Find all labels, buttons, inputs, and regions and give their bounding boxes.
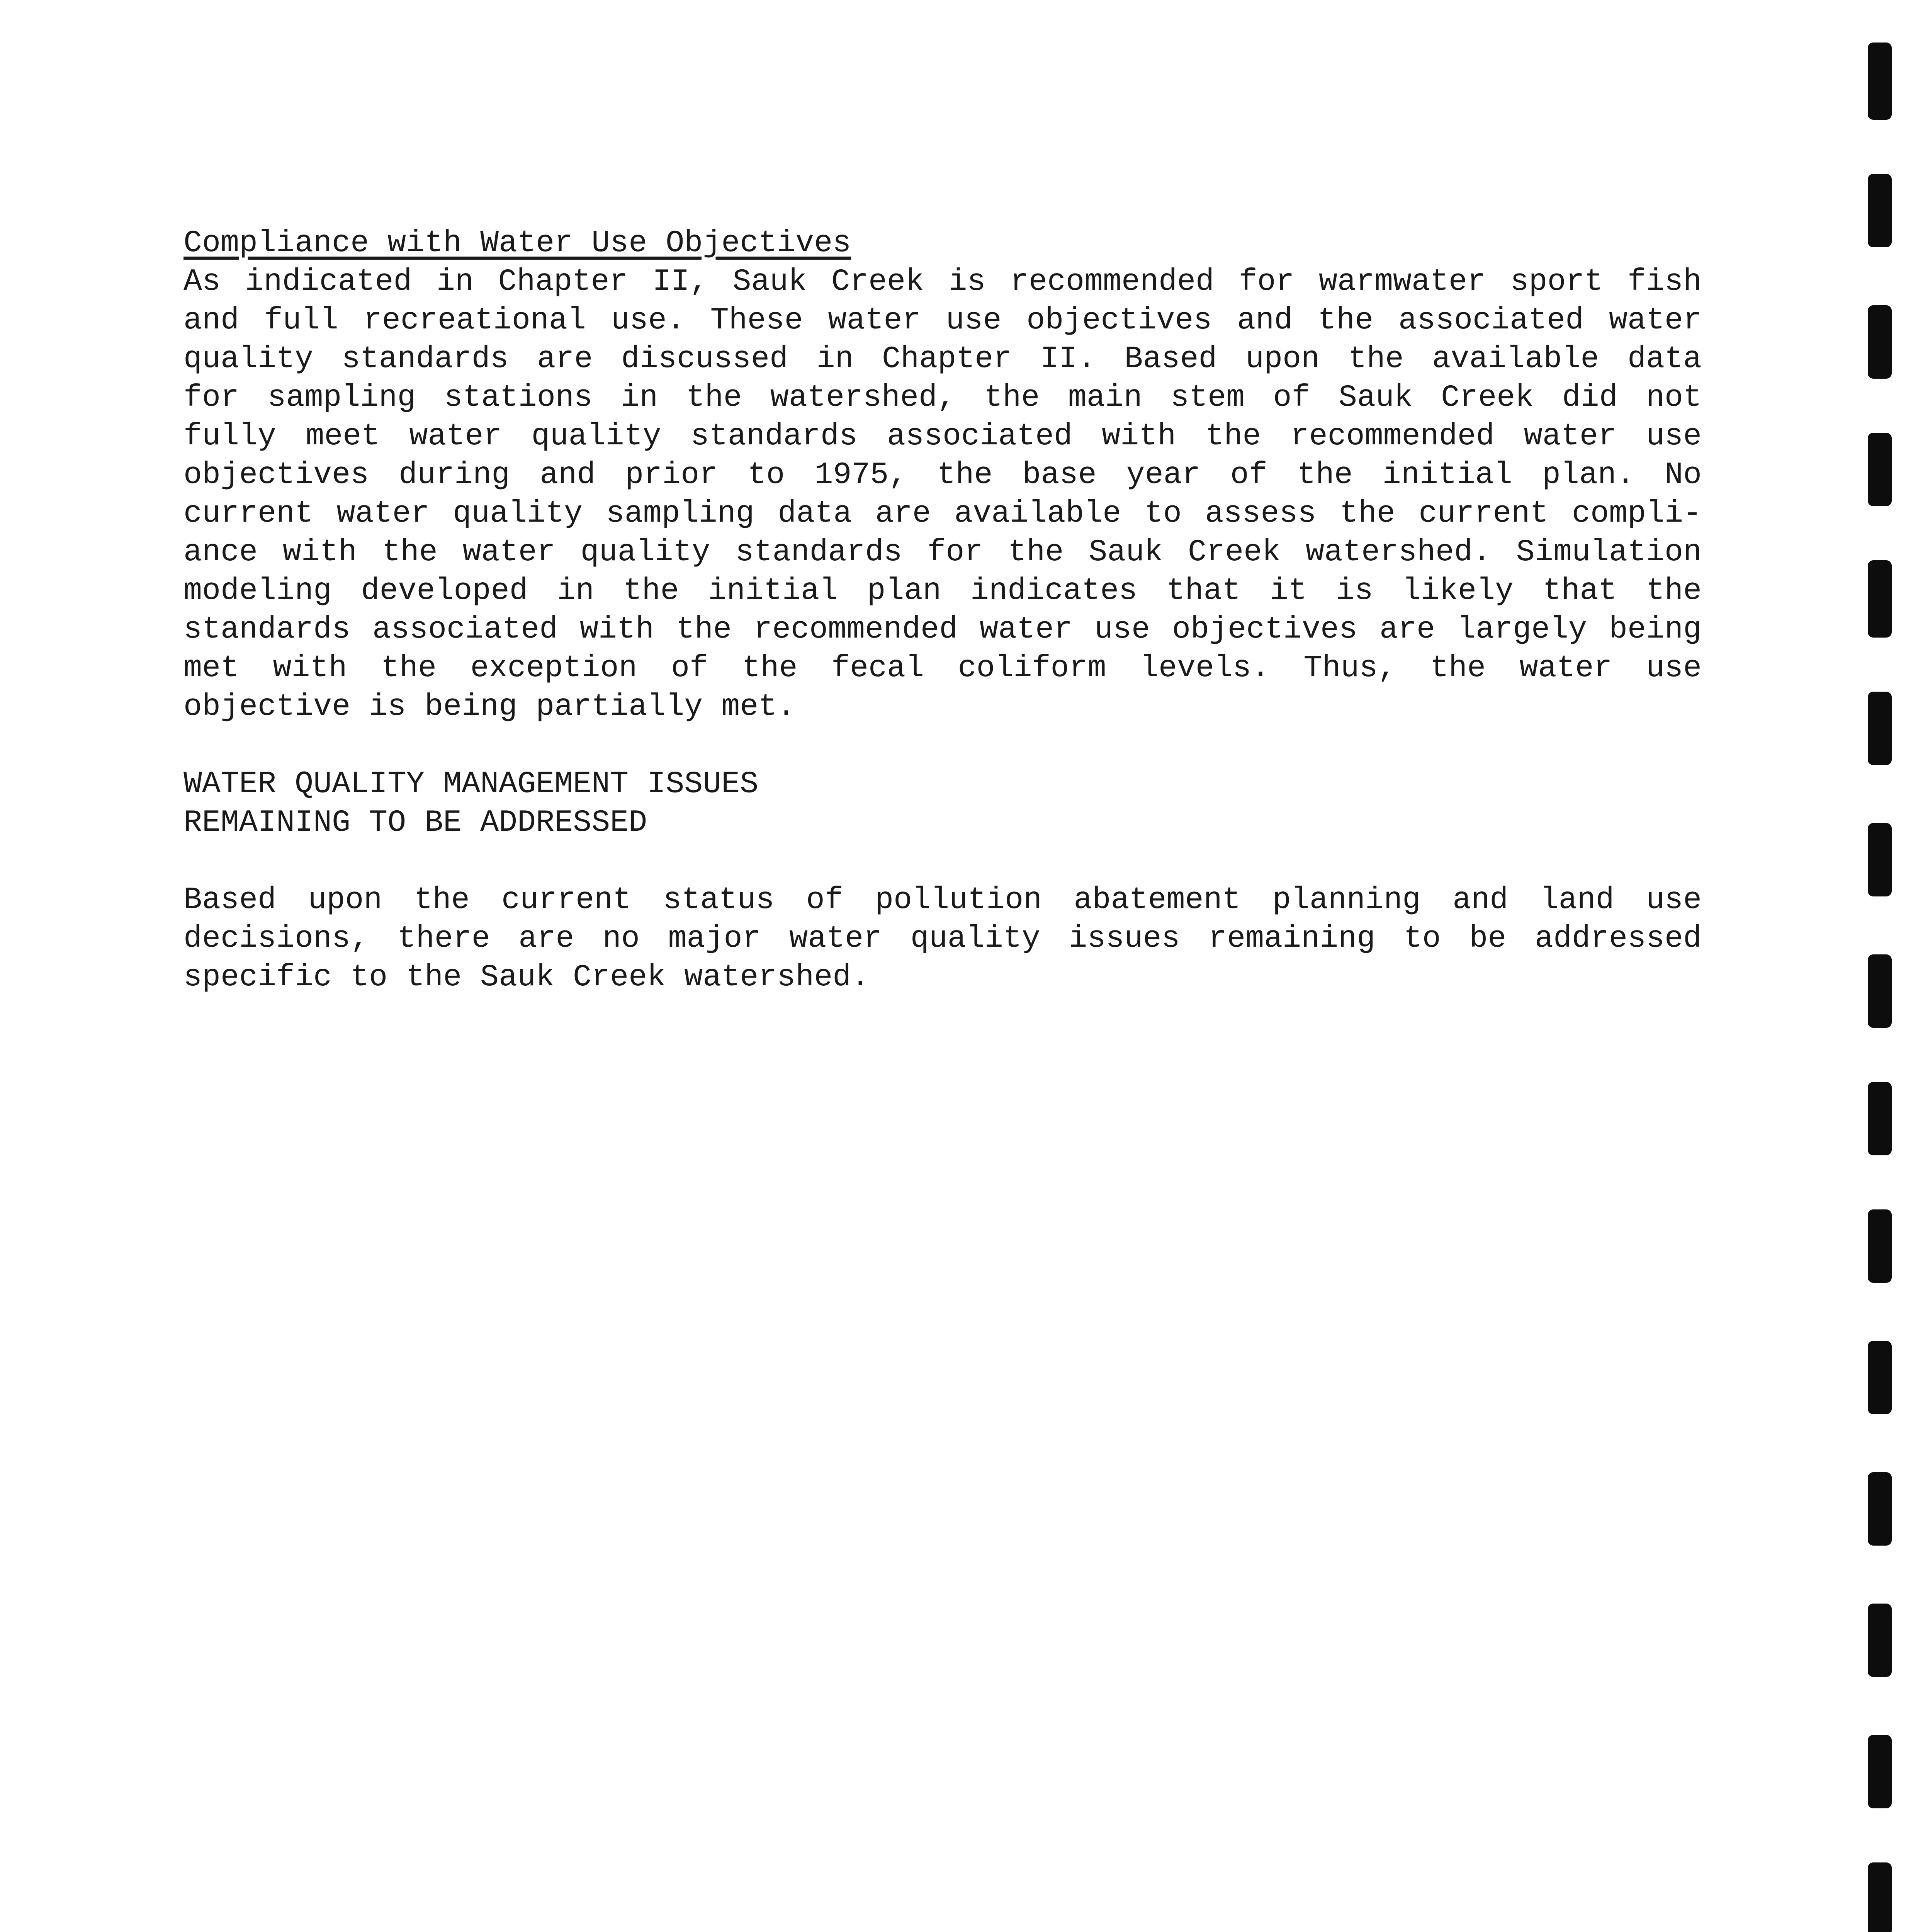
paragraph-line: met with the exception of the fecal coliform levels. Thus, the water use: [183, 651, 1702, 686]
paragraph-line: decisions, there are no major water quality issues remaining to be addressed: [183, 921, 1702, 956]
paragraph-line: standards associated with the recommended water use objectives are largely being: [183, 612, 1702, 647]
section-compliance: [183, 224, 1702, 726]
binding-hole-mark: [1868, 433, 1892, 506]
binding-hole-mark: [1868, 1082, 1892, 1155]
binding-hole-mark: [1868, 1341, 1892, 1414]
paragraph-line: As indicated in Chapter II, Sauk Creek is recommended for warmwater sport fish: [183, 264, 1702, 299]
binding-hole-mark: [1868, 954, 1892, 1028]
paragraph-line: ance with the water quality standards for the Sauk Creek watershed. Simulation: [183, 535, 1702, 570]
binding-hole-mark: [1868, 1862, 1892, 1932]
blank-line: [183, 726, 1702, 765]
paragraph-line: and full recreational use. These water use objectives and the associated water: [183, 303, 1702, 338]
paragraph-line: current water quality sampling data are available to assess the current compli-: [183, 496, 1702, 531]
issues-paragraph: [183, 881, 1702, 997]
paragraph-line: objective is being partially met.: [183, 689, 796, 724]
binding-hole-mark: [1868, 692, 1892, 765]
page-content: [183, 224, 1702, 997]
issues-heading-line-1: WATER QUALITY MANAGEMENT ISSUES: [183, 767, 759, 802]
binding-hole-mark: [1868, 1472, 1892, 1546]
binding-hole-mark: [1868, 560, 1892, 638]
paragraph-line: quality standards are discussed in Chapter II. Based upon the available data: [183, 342, 1702, 377]
issues-heading-line-2: REMAINING TO BE ADDRESSED: [183, 805, 647, 840]
binding-hole-mark: [1868, 305, 1892, 379]
binding-hole-mark: [1868, 1209, 1892, 1283]
binding-hole-mark: [1868, 823, 1892, 896]
compliance-paragraph: [183, 263, 1702, 726]
binding-hole-mark: [1868, 1604, 1892, 1677]
paragraph-line: for sampling stations in the watershed, the main stem of Sauk Creek did not: [183, 380, 1702, 415]
section-issues: [183, 765, 1702, 997]
paragraph-line: objectives during and prior to 1975, the base year of the initial plan. No: [183, 457, 1702, 493]
paragraph-line: Based upon the current status of pollution abatement planning and land use: [183, 883, 1702, 918]
binding-hole-mark: [1868, 174, 1892, 247]
binding-hole-mark: [1868, 43, 1892, 120]
section-title: Compliance with Water Use Objectives: [183, 226, 851, 261]
binding-hole-mark: [1868, 1735, 1892, 1808]
blank-line: [183, 842, 1702, 881]
paragraph-line: specific to the Sauk Creek watershed.: [183, 960, 870, 995]
paragraph-line: modeling developed in the initial plan indicates that it is likely that the: [183, 573, 1702, 609]
paragraph-line: fully meet water quality standards associated with the recommended water use: [183, 419, 1702, 454]
